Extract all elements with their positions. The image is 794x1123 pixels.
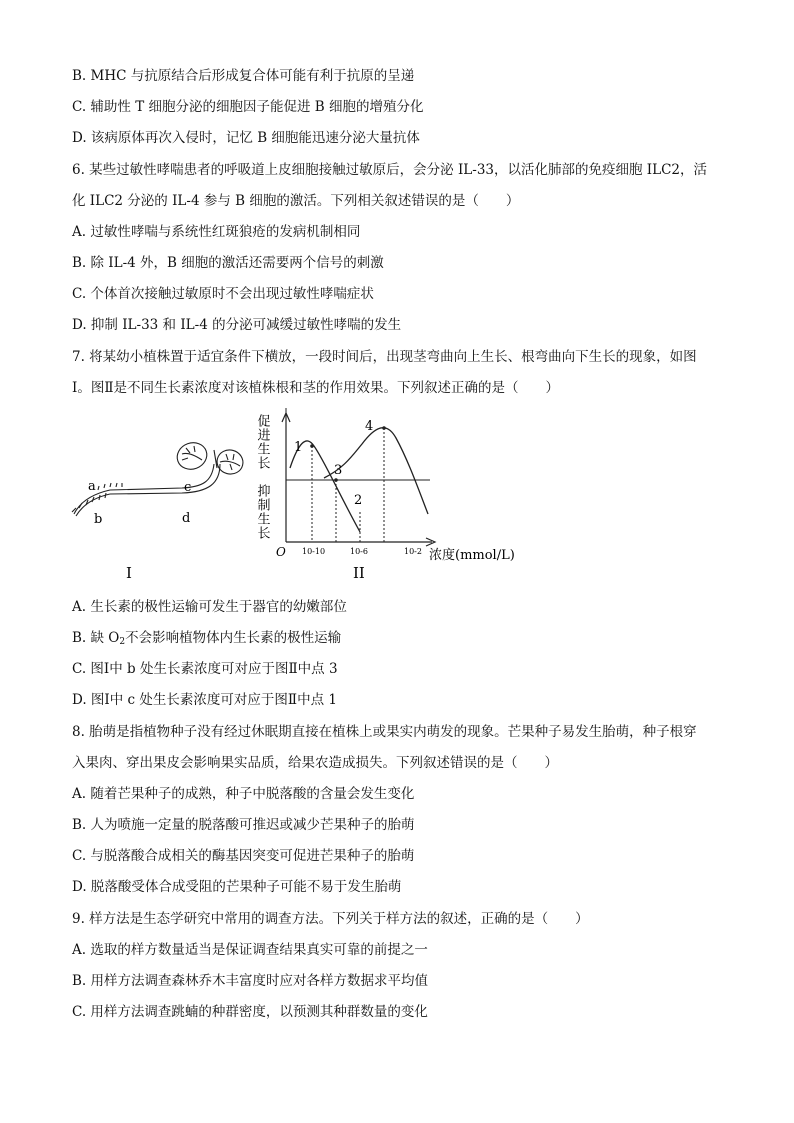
point-1-dot bbox=[310, 444, 314, 448]
q8-option-d: D. 脱落酸受体合成受阻的芒果种子可能不易于发生胎萌 bbox=[72, 879, 402, 895]
q7-option-b bbox=[72, 628, 341, 652]
point-1-label: 1 bbox=[294, 440, 303, 455]
q7-option-b-start: B. 缺 O bbox=[72, 630, 120, 646]
q7-stem-line1: 7. 将某幼小植株置于适宜条件下横放，一段时间后，出现茎弯曲向上生长、根弯曲向下生长的现象，如图 bbox=[72, 349, 697, 365]
q5-option-c: C. 辅助性 T 细胞分泌的细胞因子能促进 B 细胞的增殖分化 bbox=[72, 99, 424, 115]
x-tick-3: 10-2 bbox=[404, 547, 422, 556]
q6-option-a: A. 过敏性哮喘与系统性红斑狼疮的发病机制相同 bbox=[72, 224, 361, 240]
leaf-left-veins bbox=[182, 446, 195, 460]
q7-option-d: D. 图Ⅰ中 c 处生长素浓度可对应于图Ⅱ中点 1 bbox=[72, 692, 337, 708]
q6-option-b: B. 除 IL-4 外，B 细胞的激活还需要两个信号的刺激 bbox=[72, 255, 384, 271]
q8-option-b: B. 人为喷施一定量的脱落酸可推迟或减少芒果种子的胎萌 bbox=[72, 817, 415, 833]
y-label-inhibit: 抑制生长 bbox=[254, 484, 270, 540]
q7-stem-line2: Ⅰ。图Ⅱ是不同生长素浓度对该植株根和茎的作用效果。下列叙述正确的是（ ） bbox=[72, 380, 560, 396]
q8-option-a: A. 随着芒果种子的成熟，种子中脱落酸的含量会发生变化 bbox=[72, 786, 415, 802]
x-tick-2: 10-6 bbox=[350, 547, 368, 556]
q7-option-a: A. 生长素的极性运输可发生于器官的幼嫩部位 bbox=[72, 599, 347, 615]
x-tick-1: 10-10 bbox=[302, 547, 326, 556]
figure-svg bbox=[62, 408, 542, 588]
q9-stem: 9. 样方法是生态学研究中常用的调查方法。下列关于样方法的叙述，正确的是（ ） bbox=[72, 911, 589, 927]
figure-auxin bbox=[62, 408, 542, 588]
q9-option-a: A. 选取的样方数量适当是保证调查结果真实可靠的前提之一 bbox=[72, 942, 428, 958]
point-4-dot bbox=[382, 426, 386, 430]
leaf-left bbox=[173, 439, 210, 474]
graph-figure bbox=[282, 408, 435, 546]
figure-i-label: I bbox=[126, 564, 132, 582]
origin-label: O bbox=[276, 545, 286, 559]
q8-stem-line1: 8. 胎萌是指植物种子没有经过休眠期直接在植株上或果实内萌发的现象。芒果种子易发生胎萌，种子根穿 bbox=[72, 724, 697, 740]
point-3-dot bbox=[334, 478, 338, 482]
point-4-label: 4 bbox=[365, 419, 374, 434]
label-c: c bbox=[184, 480, 192, 495]
q6-stem-line2: 化 ILC2 分泌的 IL-4 参与 B 细胞的激活。下列相关叙述错误的是（ ） bbox=[72, 193, 520, 209]
point-2-label: 2 bbox=[354, 493, 363, 508]
q6-option-c: C. 个体首次接触过敏原时不会出现过敏性哮喘症状 bbox=[72, 286, 374, 302]
q9-option-b: B. 用样方法调查森林乔木丰富度时应对各样方数据求平均值 bbox=[72, 973, 429, 989]
figure-ii-label: II bbox=[353, 564, 365, 582]
label-d: d bbox=[182, 511, 191, 526]
q5-option-d: D. 该病原体再次入侵时，记忆 B 细胞能迅速分泌大量抗体 bbox=[72, 130, 420, 146]
label-b: b bbox=[94, 512, 103, 527]
q6-option-d: D. 抑制 IL-33 和 IL-4 的分泌可减缓过敏性哮喘的发生 bbox=[72, 317, 402, 333]
plant-figure bbox=[72, 439, 246, 516]
q8-option-c: C. 与脱落酸合成相关的酶基因突变可促进芒果种子的胎萌 bbox=[72, 848, 415, 864]
label-a: a bbox=[88, 479, 96, 494]
q7-option-b-end: 不会影响植物体内生长素的极性运输 bbox=[125, 630, 342, 646]
petiole bbox=[214, 450, 217, 468]
q5-option-b: B. MHC 与抗原结合后形成复合体可能有利于抗原的呈递 bbox=[72, 68, 415, 84]
root-hairs-top bbox=[98, 483, 122, 490]
x-axis-label: 浓度(mmol/L) bbox=[429, 548, 515, 563]
q6-stem-line1: 6. 某些过敏性哮喘患者的呼吸道上皮细胞接触过敏原后，会分泌 IL-33，以活化肺部的免疫细胞 ILC2，活 bbox=[72, 162, 708, 178]
q7-option-c: C. 图Ⅰ中 b 处生长素浓度可对应于图Ⅱ中点 3 bbox=[72, 661, 338, 677]
q7-option-b-sub: 2 bbox=[119, 637, 126, 647]
q9-option-c: C. 用样方法调查跳蝻的种群密度，以预测其种群数量的变化 bbox=[72, 1004, 428, 1020]
q8-stem-line2: 入果肉、穿出果皮会影响果实品质，给果农造成损失。下列叙述错误的是（ ） bbox=[72, 755, 558, 771]
point-3-label: 3 bbox=[334, 463, 343, 478]
y-label-promote: 促进生长 bbox=[254, 414, 270, 470]
